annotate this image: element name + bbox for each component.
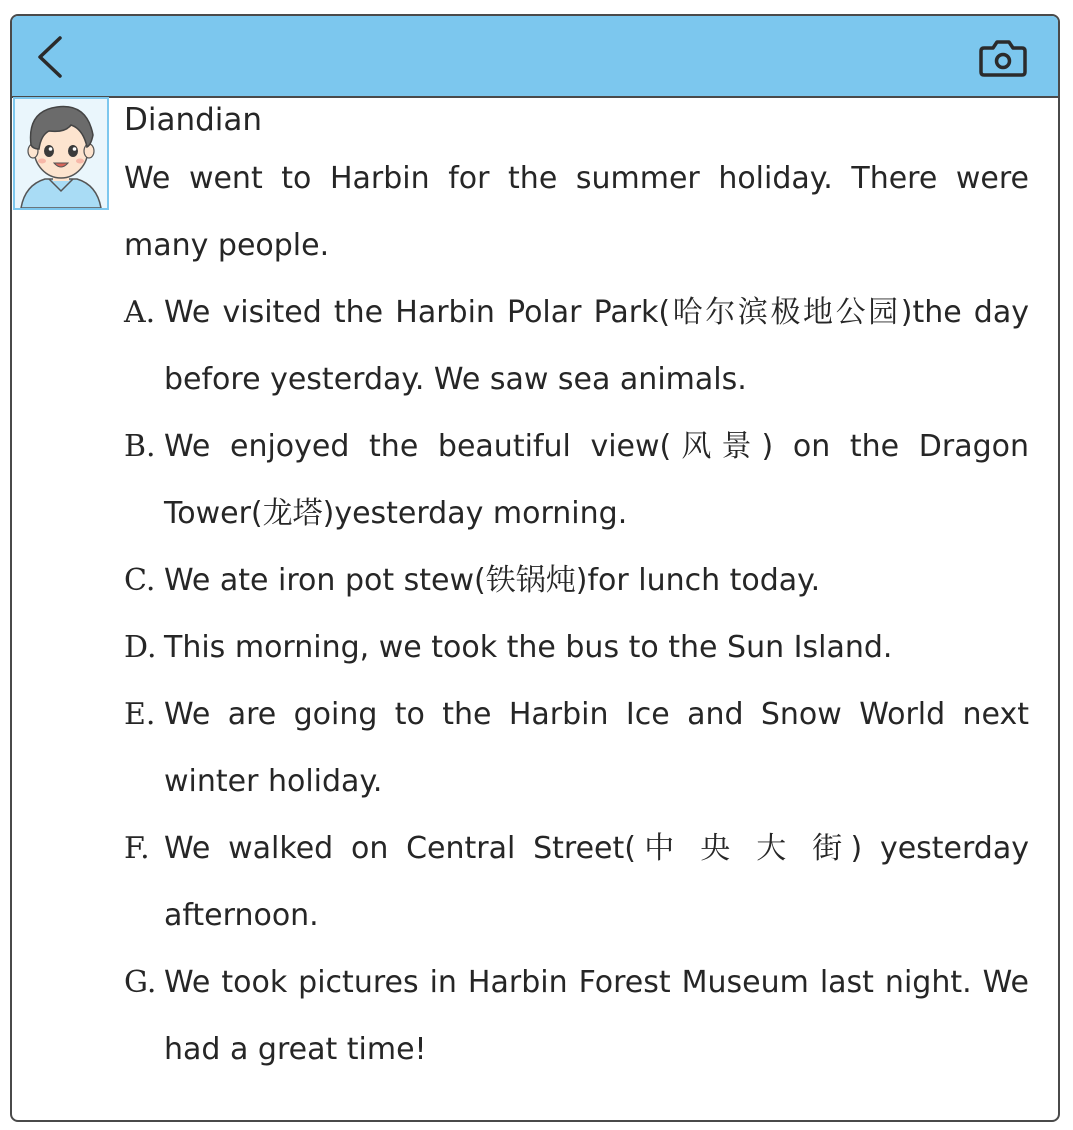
post-content [124,98,1029,1083]
camera-icon [978,38,1028,78]
avatar[interactable] [13,97,109,210]
option-b [124,413,1029,547]
back-button[interactable] [30,32,74,82]
camera-button[interactable] [978,38,1028,78]
option-letter: E. [124,697,156,732]
option-c [124,547,1029,614]
option-letter: F. [124,831,150,866]
option-letter: D. [124,630,157,665]
top-bar [12,16,1058,98]
post-message: We went to Harbin for the summer holiday. There were many people. [124,161,1029,263]
option-letter: A. [124,295,156,330]
option-g [124,949,1029,1083]
option-list [124,279,1029,1083]
chevron-left-icon [30,32,74,82]
option-text: We took pictures in Harbin Forest Museum last night. We had a great time! [164,965,1029,1067]
option-letter: B. [124,429,156,464]
option-letter: C. [124,563,156,598]
option-letter: G. [124,965,157,1000]
option-text: We ate iron pot stew(铁锅炖)for lunch today. [164,563,821,598]
boy-avatar-icon [15,99,107,208]
option-text: We are going to the Harbin Ice and Snow World next winter holiday. [164,697,1029,799]
option-a [124,279,1029,413]
option-text: We visited the Harbin Polar Park(哈尔滨极地公园)the day before yesterday. We saw sea animals. [164,295,1029,397]
option-d [124,614,1029,681]
author-name: Diandian [124,102,263,138]
option-text: We enjoyed the beautiful view(风景) on the Dragon Tower(龙塔)yesterday morning. [164,429,1029,531]
option-text: We walked on Central Street(中 央 大 街) yesterday afternoon. [164,831,1029,933]
option-e [124,681,1029,815]
option-f [124,815,1029,949]
option-text: This morning, we took the bus to the Sun Island. [164,630,893,665]
